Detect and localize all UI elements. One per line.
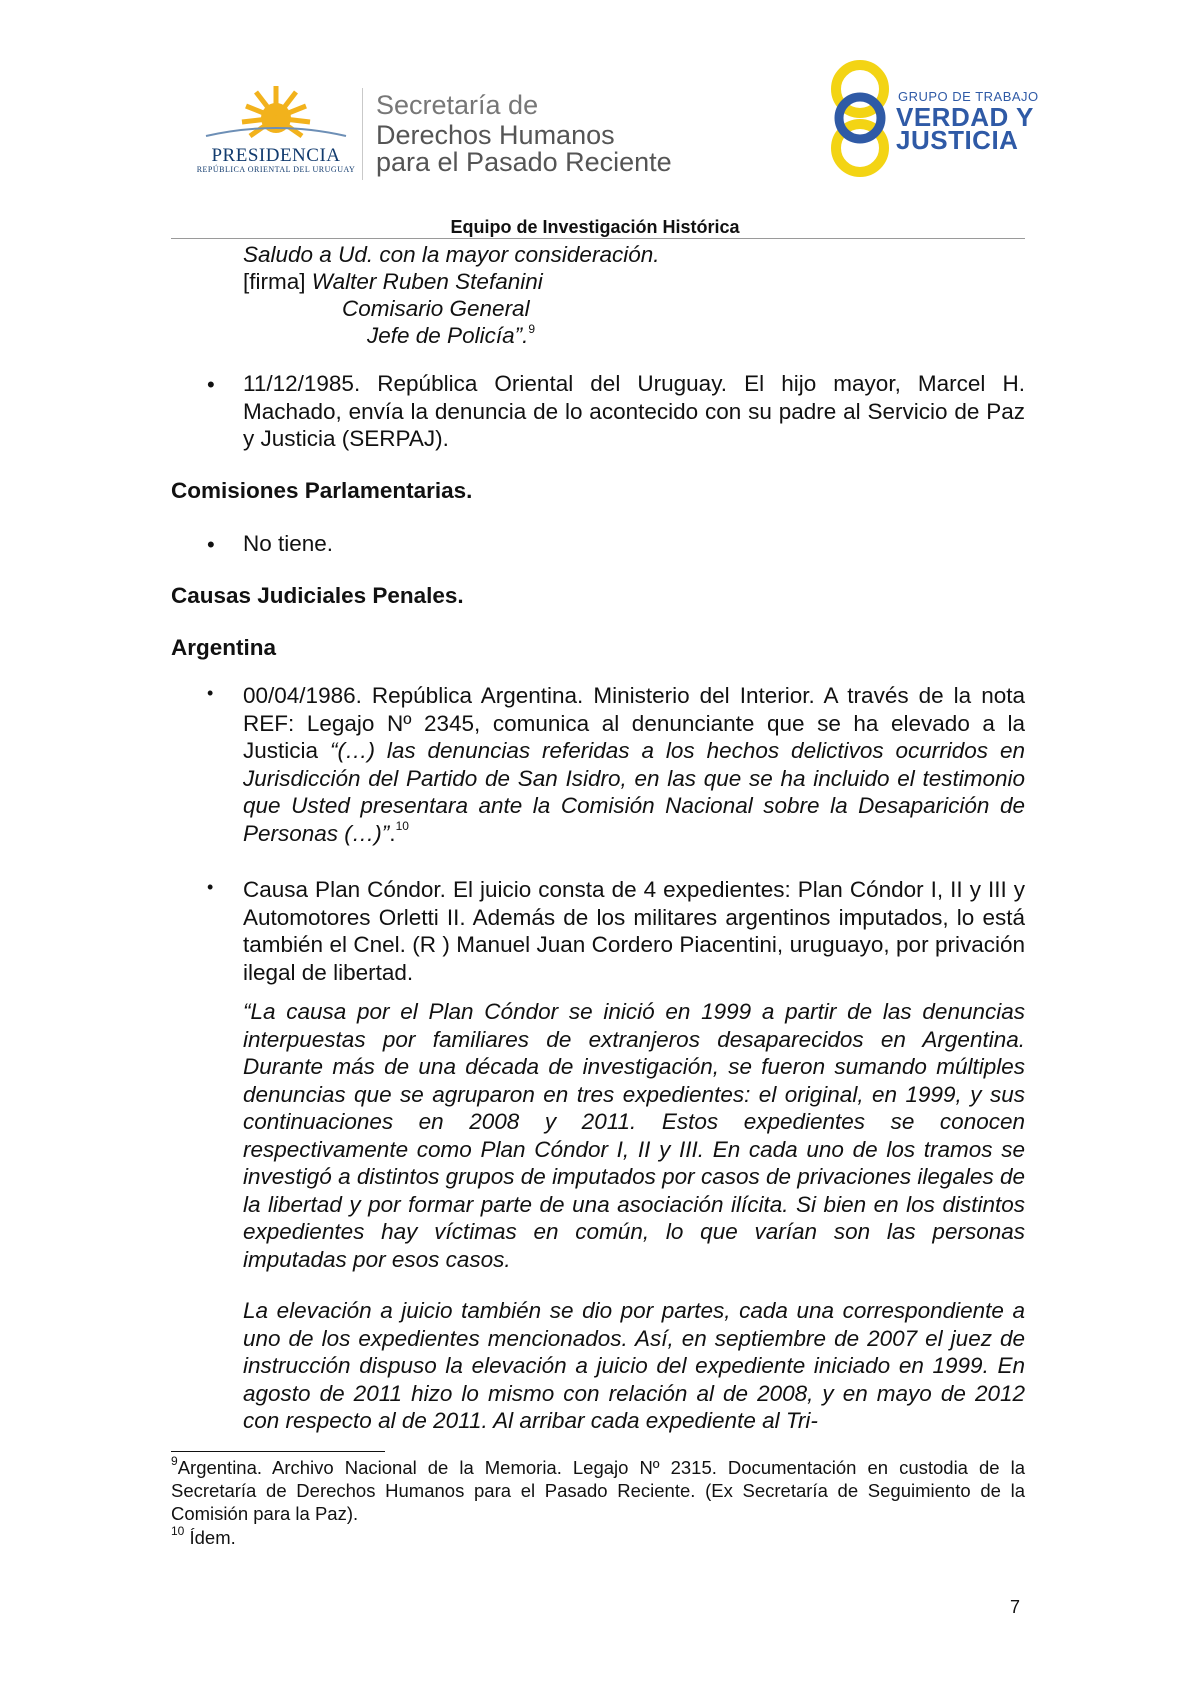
- verdad-y-label: VERDAD Y: [896, 102, 1034, 132]
- closing-line-2: [243, 268, 543, 296]
- closing-title: Jefe de Policía”.: [367, 323, 529, 348]
- item-1986-text: 00/04/1986. República Argentina. Ministerio del Interior. A través de la nota REF: Legajo Nº 2345, comunica al denunciante que se ha elevado a la Justicia: [243, 683, 1025, 763]
- bullet-1985: •: [207, 372, 215, 397]
- header-divider: [362, 88, 363, 180]
- presidencia-subtitle: REPÚBLICA ORIENTAL DEL URUGUAY: [196, 165, 356, 174]
- footnote-9-text: Argentina. Archivo Nacional de la Memoria. Legajo Nº 2315. Documentación en custodia de la Secretaría de Derechos Humanos para el Pasado Reciente. (Ex Secretaría de Seguimiento de la Comisión para la Paz).: [171, 1457, 1025, 1524]
- footnote-ref-10: 10: [395, 819, 409, 833]
- closing-line-3: Comisario General: [342, 296, 530, 321]
- footnote-9-number: 9: [171, 1453, 178, 1468]
- item-1985: 11/12/1985. República Oriental del Uruguay. El hijo mayor, Marcel H. Machado, envía la denuncia de lo acontecido con su padre al Servicio de Paz y Justicia (SERPAJ).: [243, 371, 1025, 451]
- item-1986: [243, 682, 1025, 847]
- secretaria-line-2: Derechos Humanos: [376, 120, 615, 150]
- secretaria-line-3: para el Pasado Reciente: [376, 147, 672, 177]
- footnote-ref-9: 9: [528, 321, 536, 336]
- heading-comisiones: Comisiones Parlamentarias.: [171, 478, 473, 503]
- item-1986-end: .: [389, 820, 396, 846]
- footnote-10-text: Ídem.: [184, 1527, 236, 1548]
- footnote-9: [171, 1453, 1025, 1525]
- bullet-no-tiene: •: [207, 532, 215, 557]
- verdad-justicia-logo: [820, 56, 900, 181]
- heading-argentina: Argentina: [171, 635, 277, 660]
- page-number: 7: [1010, 1597, 1021, 1617]
- item-no-tiene: No tiene.: [243, 531, 334, 556]
- item-1986-quote: “(…) las denuncias referidas a los hechos delictivos ocurridos en Jurisdicción del Partido de San Isidro, en las que se ha incluido el testimonio que Usted presentara ante la Comisión Nacional sobre la Desaparición de Personas (…)”: [243, 738, 1025, 846]
- justicia-label: JUSTICIA: [896, 125, 1019, 155]
- bullet-condor: •: [207, 877, 214, 897]
- quote-paragraph-1: “La causa por el Plan Cóndor se inició en 1999 a partir de las denuncias interpuestas por familiares de extranjeros desaparecidos en Argentina. Durante más de una década de investigación, se fueron sumando múltiples denuncias que se agruparon en tres expedientes: el original, en 1999, y sus continuaciones en 2008 y 2011. Estos expedientes se conocen respectivamente como Plan Cóndor I, II y III. En cada uno de los tramos se investigó a distintos grupos de imputados por casos de privaciones ilegales de la libertad y por formar parte de una asociación ilícita. Si bien en los distintos expedientes hay víctimas en común, lo que varían son las personas imputadas por esos casos.: [243, 999, 1025, 1272]
- footnote-10-number: 10: [171, 1523, 185, 1538]
- quote-paragraph-2: La elevación a juicio también se dio por partes, cada una correspondiente a uno de los expedientes mencionados. Así, en septiembre de 2007 el juez de instrucción dispuso la elevación a juicio del expediente iniciado en 1999. En agosto de 2011 hizo lo mismo con relación al de 2008, y en mayo de 2012 con respecto al de 2011. Al arribar cada expediente al Tri-: [243, 1298, 1025, 1433]
- secretaria-line-1: Secretaría de: [376, 90, 539, 120]
- closing-line-4: [367, 322, 535, 350]
- firma-label: [firma]: [243, 269, 312, 294]
- signatory-name: Walter Ruben Stefanini: [311, 269, 543, 294]
- closing-line-1: Saludo a Ud. con la mayor consideración.: [243, 242, 660, 267]
- header-rule: [171, 238, 1025, 239]
- presidencia-wordmark: PRESIDENCIA: [211, 145, 341, 166]
- footnote-rule: [171, 1451, 385, 1452]
- item-condor: Causa Plan Cóndor. El juicio consta de 4 expedientes: Plan Cóndor I, II y III y Automotores Orletti II. Además de los militares argentinos imputados, lo está también el Cnel. (R ) Manuel Juan Cordero Piacentini, uruguayo, por privación ilegal de libertad.: [243, 877, 1025, 985]
- bullet-1986: •: [207, 683, 214, 703]
- grupo-de-trabajo-label: GRUPO DE TRABAJO: [898, 89, 1039, 104]
- footnote-10: [171, 1523, 1025, 1549]
- heading-causas: Causas Judiciales Penales.: [171, 583, 464, 608]
- team-title: Equipo de Investigación Histórica: [450, 217, 740, 237]
